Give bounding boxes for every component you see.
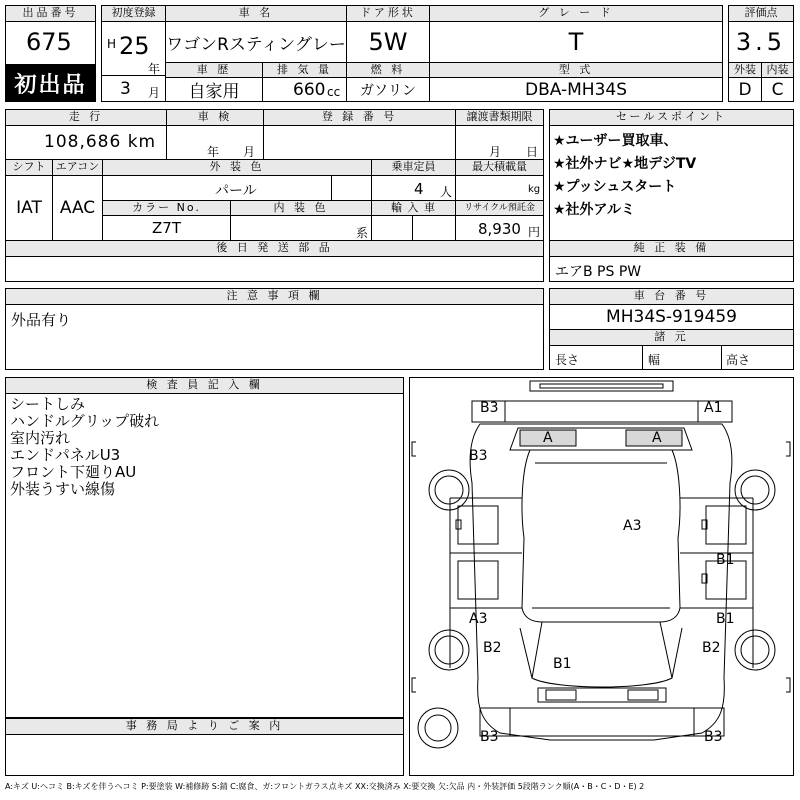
import-label: 輸 入 車 xyxy=(371,200,456,216)
ext-label: 外装 xyxy=(728,62,762,78)
int-label: 内装 xyxy=(761,62,794,78)
dims-label: 諸 元 xyxy=(549,329,794,346)
load-unit: kg xyxy=(528,184,541,195)
ext-color: パール xyxy=(215,183,257,199)
chassis-no: MH34S-919459 xyxy=(549,304,794,330)
mark-a3-roof: A3 xyxy=(623,518,642,534)
model: DBA-MH34S xyxy=(429,77,723,102)
capacity-unit: 人 xyxy=(440,185,453,199)
transfer-month-unit: 月 xyxy=(489,145,502,159)
reg-month: 3 xyxy=(120,79,131,99)
capacity-box xyxy=(371,175,456,201)
rear-panel xyxy=(472,401,732,422)
transfer-box xyxy=(455,125,544,160)
car-diagram-svg xyxy=(410,378,793,775)
first-listing-badge: 初出品 xyxy=(5,64,96,102)
inspector-box xyxy=(5,393,404,718)
grade: T xyxy=(429,21,723,63)
inspector-note: エンドパネルU3 xyxy=(10,446,121,464)
inspection-box xyxy=(166,125,264,160)
inspector-note: シートしみ xyxy=(10,395,86,413)
dims-divider xyxy=(721,346,722,370)
hood xyxy=(532,622,672,687)
history-label: 車 歴 xyxy=(165,62,263,78)
mark-b3-front-left: B3 xyxy=(480,729,499,745)
mark-b2-right-fender: B2 xyxy=(702,640,721,656)
later-parts-label: 後 日 発 送 部 品 xyxy=(5,240,544,257)
inspector-note: 室内汚れ xyxy=(10,429,71,447)
office-box xyxy=(5,734,404,776)
month-unit: 月 xyxy=(148,86,161,100)
sales-point: ★ユーザー買取車、 xyxy=(553,133,678,149)
first-reg-box xyxy=(101,21,166,76)
year-unit: 年 xyxy=(148,62,161,76)
car-name-label: 車 名 xyxy=(165,5,347,22)
sales-point: ★プッシュスタート xyxy=(553,179,677,195)
inspector-note: フロント下廻りAU xyxy=(10,463,137,481)
front-bumper xyxy=(480,708,724,736)
notes: 外品有り xyxy=(11,311,72,329)
lot-no-label: 出品番号 xyxy=(5,5,96,22)
sales-points xyxy=(549,125,794,241)
recycle-label: リサイクル預託金 xyxy=(455,200,544,216)
regno-box xyxy=(263,125,456,160)
regno-label: 登 録 番 号 xyxy=(263,109,456,126)
shift-label: シフト xyxy=(5,159,53,176)
recycle: 8,930 xyxy=(478,220,521,238)
spare-wheel xyxy=(418,708,458,748)
transfer-day-unit: 日 xyxy=(526,145,539,159)
door: 5W xyxy=(346,21,430,63)
mark-a-rear-glass-right: A xyxy=(652,430,662,446)
transfer-label: 譲渡書類期限 xyxy=(455,109,544,126)
dims-length: 長さ xyxy=(555,353,580,367)
score-label: 評価点 xyxy=(728,5,794,22)
mark-b3-left-quarter: B3 xyxy=(469,448,488,464)
sales-point: ★社外ナビ★地デジTV xyxy=(553,156,697,172)
dims-box xyxy=(549,345,794,370)
office-label: 事 務 局 よ り ご 案 内 xyxy=(5,718,404,735)
inspector-note: ハンドルグリップ破れ xyxy=(10,412,160,430)
dims-divider xyxy=(642,346,643,370)
mark-b1-right-front-door: B1 xyxy=(716,611,735,627)
car-name: ワゴンRスティングレー xyxy=(165,21,347,63)
reg-year: 25 xyxy=(119,32,150,60)
mileage-box xyxy=(5,125,167,160)
body-outline xyxy=(470,424,732,740)
dims-height: 高さ xyxy=(726,353,751,367)
ac-label: エアコン xyxy=(52,159,103,176)
displacement-box xyxy=(262,77,347,102)
left-doors xyxy=(450,498,522,608)
displacement: 660 xyxy=(293,80,326,100)
notes-label: 注 意 事 項 欄 xyxy=(5,288,544,305)
sales-label: セールスポイント xyxy=(549,109,794,126)
equipment-box xyxy=(549,256,794,282)
insp-year-unit: 年 xyxy=(207,145,220,159)
inspector-note: 外装うすい線傷 xyxy=(10,480,116,498)
dims-width: 幅 xyxy=(648,353,661,367)
equipment-label: 純 正 装 備 xyxy=(549,240,794,257)
notes-box xyxy=(5,304,544,370)
fuel: ガソリン xyxy=(346,77,430,102)
int-color-box xyxy=(230,215,372,241)
import-box xyxy=(371,215,456,241)
load-box xyxy=(455,175,544,201)
legend: A:キズ U:ヘコミ B:キズを伴うヘコミ P:要塗装 W:補修跡 S:錆 C:腐食、ガ:フロントガラス点キズ XX:交換済み X:要交換 欠:欠品 内・外装評価 5段階ランク順(A・B・C・D・E) 2 xyxy=(5,782,645,791)
mark-a1-rear-right: A1 xyxy=(704,400,723,416)
ac: AAC xyxy=(52,175,103,241)
grade-label: グ レ ー ド xyxy=(429,5,723,22)
load-label: 最大積載量 xyxy=(455,159,544,176)
shift: IAT xyxy=(5,175,53,241)
capacity: 4 xyxy=(414,180,424,198)
mark-a3-left-front-door: A3 xyxy=(469,611,488,627)
lot-no-box xyxy=(5,21,96,65)
mark-b3-front-right: B3 xyxy=(704,729,723,745)
sales-point: ★社外アルミ xyxy=(553,202,635,218)
int-color-unit: 系 xyxy=(356,226,369,240)
mark-a-rear-glass-left: A xyxy=(543,430,553,446)
insp-month-unit: 月 xyxy=(243,145,256,159)
reg-month-box xyxy=(101,75,166,102)
lot-no: 675 xyxy=(26,28,72,56)
ext-color-divider xyxy=(331,175,332,201)
roof xyxy=(522,450,680,622)
later-parts-box xyxy=(5,256,544,282)
fuel-label: 燃 料 xyxy=(346,62,430,78)
rear-bumper xyxy=(530,381,673,391)
mark-b2-left-fender: B2 xyxy=(483,640,502,656)
first-reg-label: 初度登録 xyxy=(101,5,166,22)
color-no: Z7T xyxy=(102,215,231,241)
recycle-unit: 円 xyxy=(528,225,541,239)
int-grade: C xyxy=(761,77,794,102)
ext-grade: D xyxy=(728,77,762,102)
chassis-label: 車 台 番 号 xyxy=(549,288,794,305)
model-label: 型 式 xyxy=(429,62,723,78)
history: 自家用 xyxy=(165,77,263,102)
recycle-box xyxy=(455,215,544,241)
color-no-label: カラー No. xyxy=(102,200,231,216)
equipment: エアB PS PW xyxy=(555,264,642,280)
import-divider xyxy=(412,215,413,241)
mark-b1-right-rear-door: B1 xyxy=(716,552,735,568)
cc-unit: cc xyxy=(327,85,341,99)
mark-b3-rear-left: B3 xyxy=(480,400,499,416)
ext-color-label: 外 装 色 xyxy=(102,159,372,176)
inspector-label: 検 査 員 記 入 欄 xyxy=(5,377,404,394)
door-label: ドア形状 xyxy=(346,5,430,22)
int-color-label: 内 装 色 xyxy=(230,200,372,216)
displacement-label: 排 気 量 xyxy=(262,62,347,78)
score: 3.5 xyxy=(728,21,794,63)
capacity-label: 乗車定員 xyxy=(371,159,456,176)
mark-b1-hood: B1 xyxy=(553,656,572,672)
mileage-label: 走 行 xyxy=(5,109,167,126)
car-diagram xyxy=(409,377,794,776)
inspection-label: 車 検 xyxy=(166,109,264,126)
mileage: 108,686 km xyxy=(44,132,157,152)
era: H xyxy=(107,37,117,51)
